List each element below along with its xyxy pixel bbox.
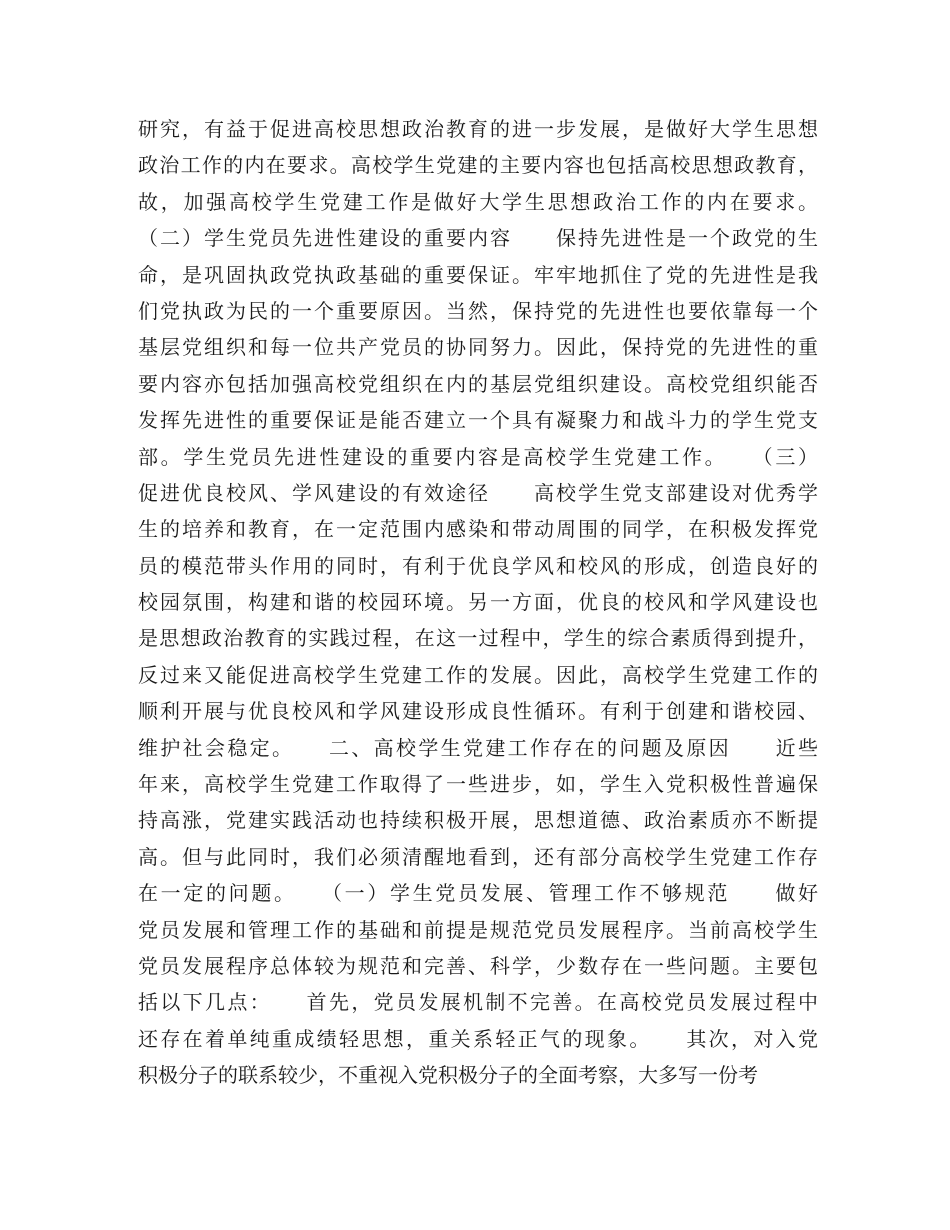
body-text bbox=[138, 111, 818, 1094]
text-line: 基层党组织和每一位共产党员的协同努力。因此，保持党的先进性的重 bbox=[138, 335, 818, 360]
text-line: 促进优良校风、学风建设的有效途径 高校学生党支部建设对优秀学 bbox=[138, 480, 818, 505]
text-line: 部。学生党员先进性建设的重要内容是高校学生党建工作。 （三） bbox=[138, 444, 818, 469]
text-line: 维护社会稳定。 二、高校学生党建工作存在的问题及原因 近些 bbox=[138, 735, 818, 760]
text-line: （二）学生党员先进性建设的重要内容 保持先进性是一个政党的生 bbox=[138, 226, 818, 251]
text-line: 是思想政治教育的实践过程，在这一过程中，学生的综合素质得到提升， bbox=[138, 626, 818, 651]
text-line: 党员发展程序总体较为规范和完善、科学，少数存在一些问题。主要包 bbox=[138, 953, 818, 978]
text-line: 反过来又能促进高校学生党建工作的发展。因此，高校学生党建工作的 bbox=[138, 662, 818, 687]
text-line: 在一定的问题。 （一）学生党员发展、管理工作不够规范 做好 bbox=[138, 881, 818, 906]
text-line: 年来，高校学生党建工作取得了一些进步，如，学生入党积极性普遍保 bbox=[138, 772, 818, 797]
text-line: 员的模范带头作用的同时，有利于优良学风和校风的形成，创造良好的 bbox=[138, 553, 818, 578]
text-line: 们党执政为民的一个重要原因。当然，保持党的先进性也要依靠每一个 bbox=[138, 298, 818, 323]
text-line: 故，加强高校学生党建工作是做好大学生思想政治工作的内在要求。 bbox=[138, 189, 818, 214]
text-line: 还存在着单纯重成绩轻思想，重关系轻正气的现象。 其次，对入党 bbox=[138, 1026, 818, 1051]
text-line: 生的培养和教育，在一定范围内感染和带动周围的同学，在积极发挥党 bbox=[138, 517, 818, 542]
text-line: 发挥先进性的重要保证是能否建立一个具有凝聚力和战斗力的学生党支 bbox=[138, 408, 818, 433]
text-line: 校园氛围，构建和谐的校园环境。另一方面，优良的校风和学风建设也 bbox=[138, 590, 818, 615]
text-line: 政治工作的内在要求。高校学生党建的主要内容也包括高校思想政教育， bbox=[138, 153, 818, 178]
text-line: 括以下几点： 首先，党员发展机制不完善。在高校党员发展过程中 bbox=[138, 990, 818, 1015]
text-line: 积极分子的联系较少，不重视入党积极分子的全面考察，大多写一份考 bbox=[138, 1063, 758, 1088]
text-line: 研究，有益于促进高校思想政治教育的进一步发展，是做好大学生思想 bbox=[138, 117, 818, 141]
text-line: 要内容亦包括加强高校党组织在内的基层党组织建设。高校党组织能否 bbox=[138, 371, 818, 396]
text-line: 命，是巩固执政党执政基础的重要保证。牢牢地抓住了党的先进性是我 bbox=[138, 262, 818, 287]
text-line: 党员发展和管理工作的基础和前提是规范党员发展程序。当前高校学生 bbox=[138, 917, 818, 942]
text-line: 高。但与此同时，我们必须清醒地看到，还有部分高校学生党建工作存 bbox=[138, 844, 818, 869]
text-line: 顺利开展与优良校风和学风建设形成良性循环。有利于创建和谐校园、 bbox=[138, 699, 818, 724]
text-line: 持高涨，党建实践活动也持续积极开展，思想道德、政治素质亦不断提 bbox=[138, 808, 818, 833]
